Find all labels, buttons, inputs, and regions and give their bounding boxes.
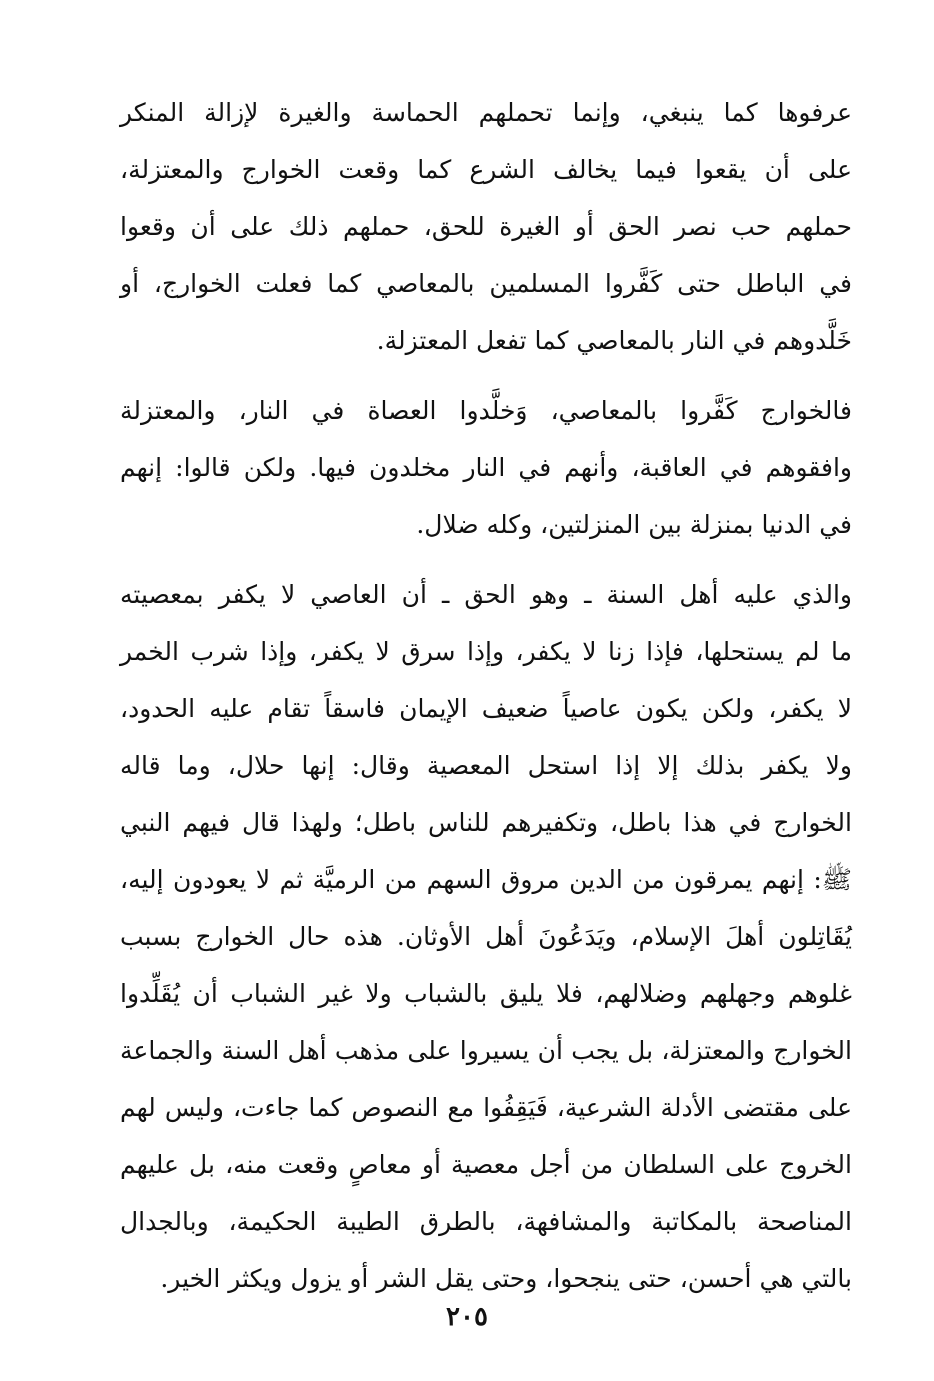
text-line: في الباطل حتى كَفَّروا المسلمين بالمعاصي كما فعلت الخوارج، أو bbox=[120, 269, 852, 298]
paragraph bbox=[120, 84, 852, 369]
body-text bbox=[120, 84, 852, 1320]
text-line: غلوهم وجهلهم وضلالهم، فلا يليق بالشباب ولا غير الشباب أن يُقَلِّدوا bbox=[120, 979, 852, 1008]
text-line: لا يكفر، ولكن يكون عاصياً ضعيف الإيمان فاسقاً تقام عليه الحدود، bbox=[120, 694, 852, 723]
text-line: بالتي هي أحسن، حتى ينجحوا، وحتى يقل الشر أو يزول ويكثر الخير. bbox=[160, 1264, 852, 1293]
text-line: المناصحة بالمكاتبة والمشافهة، بالطرق الطيبة الحكيمة، وبالجدال bbox=[120, 1207, 852, 1236]
text-line: ﷺ: إنهم يمرقون من الدين مروق السهم من الرميَّة ثم لا يعودون إليه، bbox=[120, 865, 852, 894]
text-line: الخوارج في هذا باطل، وتكفيرهم للناس باطل؛ ولهذا قال فيهم النبي bbox=[120, 808, 852, 837]
text-line: خَلَّدوهم في النار بالمعاصي كما تفعل المعتزلة. bbox=[376, 326, 852, 355]
text-line: على أن يقعوا فيما يخالف الشرع كما وقعت الخوارج والمعتزلة، bbox=[120, 155, 852, 184]
text-line: ولا يكفر بذلك إلا إذا استحل المعصية وقال: إنها حلال، وما قاله bbox=[120, 751, 852, 780]
text-line: فالخوارج كَفَّروا بالمعاصي، وَخلَّدوا العصاة في النار، والمعتزلة bbox=[120, 396, 852, 425]
text-line: في الدنيا بمنزلة بين المنزلتين، وكله ضلال. bbox=[416, 510, 852, 539]
text-line: على مقتضى الأدلة الشرعية، فَيَقِفُوا مع النصوص كما جاءت، وليس لهم bbox=[120, 1093, 852, 1122]
page-number: ٢٠٥ bbox=[446, 1302, 488, 1332]
text-line: الخوارج والمعتزلة، بل يجب أن يسيروا على مذهب أهل السنة والجماعة bbox=[120, 1036, 852, 1065]
text-line: ما لم يستحلها، فإذا زنا لا يكفر، وإذا سرق لا يكفر، وإذا شرب الخمر bbox=[120, 637, 852, 666]
paragraph bbox=[120, 566, 852, 1307]
text-line: الخروج على السلطان من أجل معصية أو معاصٍ وقعت منه، بل عليهم bbox=[120, 1150, 852, 1179]
text-line: يُقَاتِلون أهلَ الإسلام، ويَدَعُونَ أهل الأوثان. هذه حال الخوارج بسبب bbox=[120, 922, 852, 951]
paragraph bbox=[120, 382, 852, 553]
text-line: حملهم حب نصر الحق أو الغيرة للحق، حملهم ذلك على أن وقعوا bbox=[120, 212, 852, 241]
text-line: وافقوهم في العاقبة، وأنهم في النار مخلدون فيها. ولكن قالوا: إنهم bbox=[120, 453, 852, 482]
text-line: عرفوها كما ينبغي، وإنما تحملهم الحماسة والغيرة لإزالة المنكر bbox=[120, 98, 852, 127]
text-line: والذي عليه أهل السنة ـ وهو الحق ـ أن العاصي لا يكفر بمعصيته bbox=[120, 580, 852, 609]
